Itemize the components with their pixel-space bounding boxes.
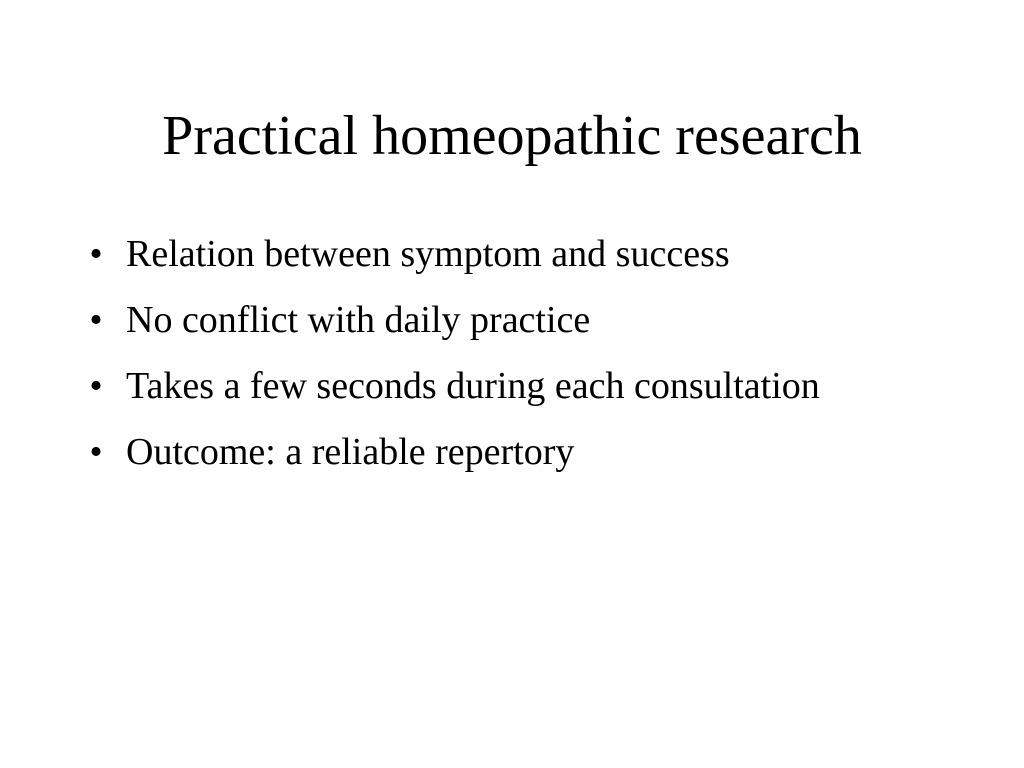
bullet-item — [0, 230, 1024, 278]
bullet-list — [0, 230, 1024, 494]
bullet-item — [0, 428, 1024, 476]
bullet-icon: • — [89, 233, 103, 275]
bullet-text: Relation between symptom and success — [126, 233, 730, 275]
bullet-item — [0, 362, 1024, 410]
bullet-text: No conflict with daily practice — [126, 299, 591, 341]
bullet-item — [0, 296, 1024, 344]
slide-title: Practical homeopathic research — [162, 105, 862, 167]
bullet-icon: • — [89, 365, 103, 407]
bullet-icon: • — [89, 299, 103, 341]
bullet-text: Takes a few seconds during each consultation — [126, 365, 820, 407]
bullet-text: Outcome: a reliable repertory — [126, 431, 575, 473]
bullet-icon: • — [89, 431, 103, 473]
